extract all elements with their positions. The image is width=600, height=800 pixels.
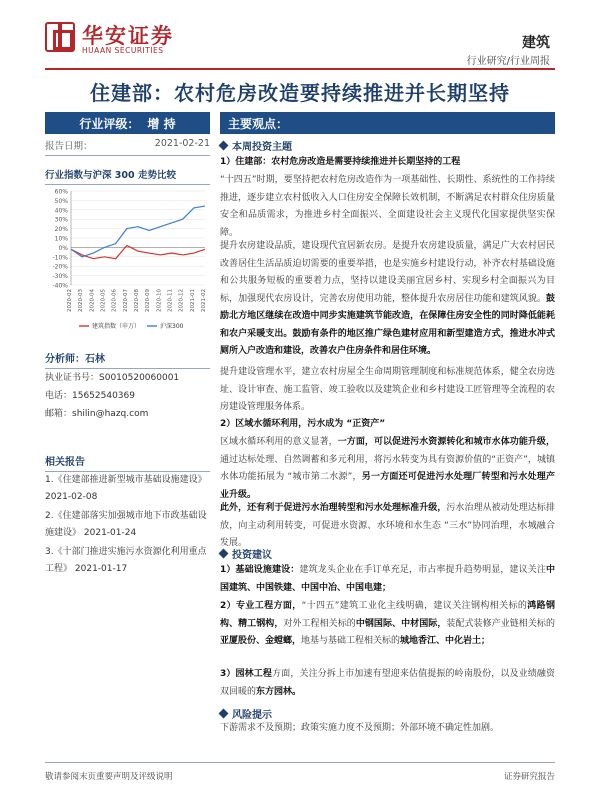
x-tick-label: 2020-05 bbox=[100, 289, 107, 312]
diamond-bullet-icon bbox=[219, 141, 229, 151]
point-2-a-bold2: 另一方面还可促进污水处理厂转型和污水处理产业升级。 bbox=[220, 472, 555, 500]
x-tick-label: 2020-03 bbox=[78, 289, 85, 312]
related-date: 2021-01-24 bbox=[83, 528, 137, 538]
related-title: 1.《住建部推进新型城市基础设施建设》 bbox=[45, 475, 207, 485]
analyst-heading: 分析师：石林 bbox=[45, 350, 210, 369]
cert-number: 执业证书号：S0010520060001 bbox=[45, 373, 180, 383]
y-tick-label: 0% bbox=[58, 244, 68, 252]
footer-disclaimer[interactable]: 敬请参阅末页重要声明及评级说明 bbox=[45, 772, 173, 782]
point-1-title bbox=[220, 154, 555, 172]
sector-label: 建筑 bbox=[522, 35, 550, 51]
s1-bold: 中国建筑、中国铁建、中国中冶、中国电建； bbox=[220, 565, 555, 593]
footer-report-type: 证券研究报告 bbox=[503, 772, 555, 782]
point-2-a-plain2: 通过达标处理、自然调蓄和多元利用，将污水转变为具有资源价值的“正资产”，城镇水体功能拓展为 “城市第二水源”， bbox=[220, 454, 555, 482]
risk-heading bbox=[220, 706, 272, 721]
diamond-bullet-icon bbox=[219, 709, 229, 719]
x-tick-label: 2020-12 bbox=[178, 289, 185, 312]
related-item[interactable] bbox=[45, 472, 210, 506]
suggestion-2 bbox=[220, 598, 555, 651]
s2-bold4: 城地香江、中化岩土； bbox=[400, 636, 491, 646]
index-comparison-chart bbox=[45, 185, 210, 335]
logo-mark bbox=[45, 22, 75, 52]
x-tick-label: 2020-07 bbox=[122, 289, 129, 312]
s2-text2: 对外工程相关标的 bbox=[283, 618, 356, 629]
logo-text: 华安证券 bbox=[82, 23, 174, 48]
s2-text4: 地基与基础工程相关标的 bbox=[301, 636, 401, 646]
rating-label: 行业评级： bbox=[79, 116, 140, 131]
y-tick-label: -30% bbox=[52, 273, 68, 281]
x-tick-label: 2020-10 bbox=[156, 289, 163, 312]
related-heading: 相关报告 bbox=[45, 453, 210, 472]
y-tick-label: 10% bbox=[54, 235, 68, 243]
x-tick-label: 2021-01 bbox=[189, 289, 196, 312]
point-1-title-text: 1）住建部：农村危房改造是需要持续推进并长期坚持的工程 bbox=[220, 157, 461, 167]
suggestion-heading bbox=[220, 546, 272, 561]
point-1-para-a: “十四五”时期，要坚持把农村危房改造作为一项基础性、长期性、系统性的工作持续推进，逐步建立农村低收入人口住房安全保障长效机制，不断满足农村群众住房质量安全和品质需求，为推进乡村全面振兴、全面建设社会主义现代化国家提供坚实保障。 bbox=[220, 175, 555, 238]
related-item[interactable] bbox=[45, 544, 210, 578]
x-tick-label: 2020-02 bbox=[67, 289, 73, 312]
related-item[interactable] bbox=[45, 508, 210, 542]
s1-text: 建筑龙头企业在手订单充足，市占率提升趋势明显，建议关注 bbox=[299, 565, 546, 575]
point-2-b-bold: 此外，还有利于促进污水治理转型和污水处理标准升级， bbox=[220, 503, 447, 513]
point-1-para-b-bold: 鼓励北方地区继续在改造中同步实施建筑节能改造，在保障住房安全性的同时降低能耗和农户采暖支出。鼓励有条件的地区推广绿色建材应用和新型建造方式，推进水冲式厕所入户改造和建设，改善农户住房条件和居住环境。 bbox=[220, 293, 555, 356]
s1-label: 1）基础设施建设： bbox=[220, 565, 300, 575]
y-tick-label: 60% bbox=[54, 188, 68, 196]
x-tick-label: 2020-06 bbox=[111, 289, 118, 312]
x-tick-label: 2020-08 bbox=[134, 289, 140, 312]
diamond-bullet-icon bbox=[219, 549, 229, 559]
point-2-title bbox=[220, 416, 555, 434]
s2-label: 2）专业工程方面， bbox=[220, 601, 302, 611]
phone: 电话：15652540369 bbox=[45, 391, 135, 401]
y-tick-label: 30% bbox=[54, 216, 68, 224]
point-2-a-plain: 区域水循环利用的意义显著， bbox=[220, 437, 338, 447]
report-date-row bbox=[45, 138, 210, 156]
chart-heading: 行业指数与沪深 300 走势比较 bbox=[45, 167, 210, 185]
risk-text: 下游需求不及预期；政策实施力度不及预期；外部环境不确定性加剧。 bbox=[220, 723, 500, 733]
rating-bar bbox=[45, 112, 210, 134]
x-tick-label: 2020-09 bbox=[145, 289, 152, 312]
weekly-theme-label: 本周投资主题 bbox=[232, 142, 292, 153]
s3-bold: 东方园林。 bbox=[256, 686, 302, 697]
risk-label: 风险提示 bbox=[232, 710, 272, 721]
y-tick-label: -10% bbox=[52, 254, 68, 262]
rating-value: 增 持 bbox=[147, 116, 176, 131]
point-2-para-b bbox=[220, 500, 555, 553]
point-1-para-c: 提升建设管理水平，建立农村房屋全生命周期管理制度和标准规范体系，健全农房选址、设计审查、施工监管、竣工验收以及建筑企业和乡村建设工匠管理等全流程的农房建设管理服务体系。 bbox=[220, 367, 555, 412]
date-value: 2021-02-21 bbox=[154, 138, 210, 149]
s3-text: 方面，关注分拆上市加速有望迎来估值提振的岭南股份，以及业绩融资双回暖的 bbox=[220, 669, 555, 697]
point-2-a-bold1: 一方面，可以促进污水资源转化和城市水体功能升级， bbox=[337, 437, 555, 447]
x-tick-label: 2021-02 bbox=[201, 289, 207, 312]
footer-divider bbox=[45, 762, 555, 763]
suggestion-1 bbox=[220, 562, 555, 597]
y-tick-label: -40% bbox=[52, 282, 68, 290]
s2-bold3: 亚厦股份、金螳螂， bbox=[220, 636, 302, 646]
suggestion-3 bbox=[220, 666, 555, 701]
y-tick-label: 40% bbox=[54, 207, 68, 215]
s2-bold2: 中钢国际、中材国际， bbox=[355, 618, 447, 629]
s3-label: 3）园林工程 bbox=[220, 669, 273, 679]
y-tick-label: 50% bbox=[54, 197, 68, 205]
legend-label: 沪深300 bbox=[160, 323, 184, 330]
page-title: 住建部：农村危房改造要持续推进并长期坚持 bbox=[90, 81, 510, 105]
suggestion-label: 投资建议 bbox=[232, 550, 272, 561]
weekly-theme-heading bbox=[220, 138, 292, 153]
report-type: 行业研究/行业周报 bbox=[466, 56, 550, 67]
logo-en: HUAAN SECURITIES bbox=[82, 46, 164, 55]
y-tick-label: -20% bbox=[52, 263, 68, 271]
point-1-para-b-plain: 提升农房建设品质，建设现代宜居新农房。是提升农房建设质量，满足广大农村居民改善居住生活品质迫切需要的重要举措，也是实施乡村建设行动，补齐农村基础设施和公共服务短板的重要着力点，坚持以建设美丽宜居乡村、实现乡村全面振兴为目标，加强现代农房设计，完善农房使用功能，整体提升农房居住功能和建筑风貌。 bbox=[220, 241, 555, 304]
related-date: 2021-02-08 bbox=[45, 492, 98, 502]
x-tick-label: 2020-11 bbox=[167, 289, 174, 312]
y-tick-label: 20% bbox=[54, 226, 68, 234]
point-2-b-plain: 污水治理从被动处理达标排放，向主动利用转变，可促进水资源、水环境和水生态 “三水”协同治理，水城融合发展。 bbox=[220, 503, 555, 548]
point-1-para-b bbox=[220, 238, 555, 361]
legend-label: 建筑指数（申万） bbox=[92, 323, 141, 330]
s2-bold1: 鸿路钢构、精工钢构， bbox=[220, 601, 556, 629]
related-title: 3.《十部门推进实施污水资源化利用重点工程》 bbox=[45, 547, 207, 574]
s2-text1: “十四五”建筑工业化主线明确，建议关注钢构相关标的 bbox=[301, 601, 528, 611]
point-2-para-a bbox=[220, 434, 555, 504]
main-views-bar: 主要观点： bbox=[220, 112, 555, 134]
point-2-title-text: 2）区域水循环利用，污水成为 “正资产” bbox=[220, 419, 386, 429]
related-title: 2.《住建部落实加强城市地下市政基础设施建设》 bbox=[45, 511, 207, 538]
header-divider bbox=[45, 68, 555, 70]
series-line-1 bbox=[71, 206, 205, 257]
date-label: 报告日期： bbox=[45, 141, 93, 152]
s2-text3: 装配式装修产业链相关标的 bbox=[446, 618, 555, 629]
x-tick-label: 2020-04 bbox=[89, 289, 96, 312]
email[interactable]: 邮箱：shilin@hazq.com bbox=[45, 409, 149, 419]
related-date: 2021-01-17 bbox=[74, 564, 128, 574]
